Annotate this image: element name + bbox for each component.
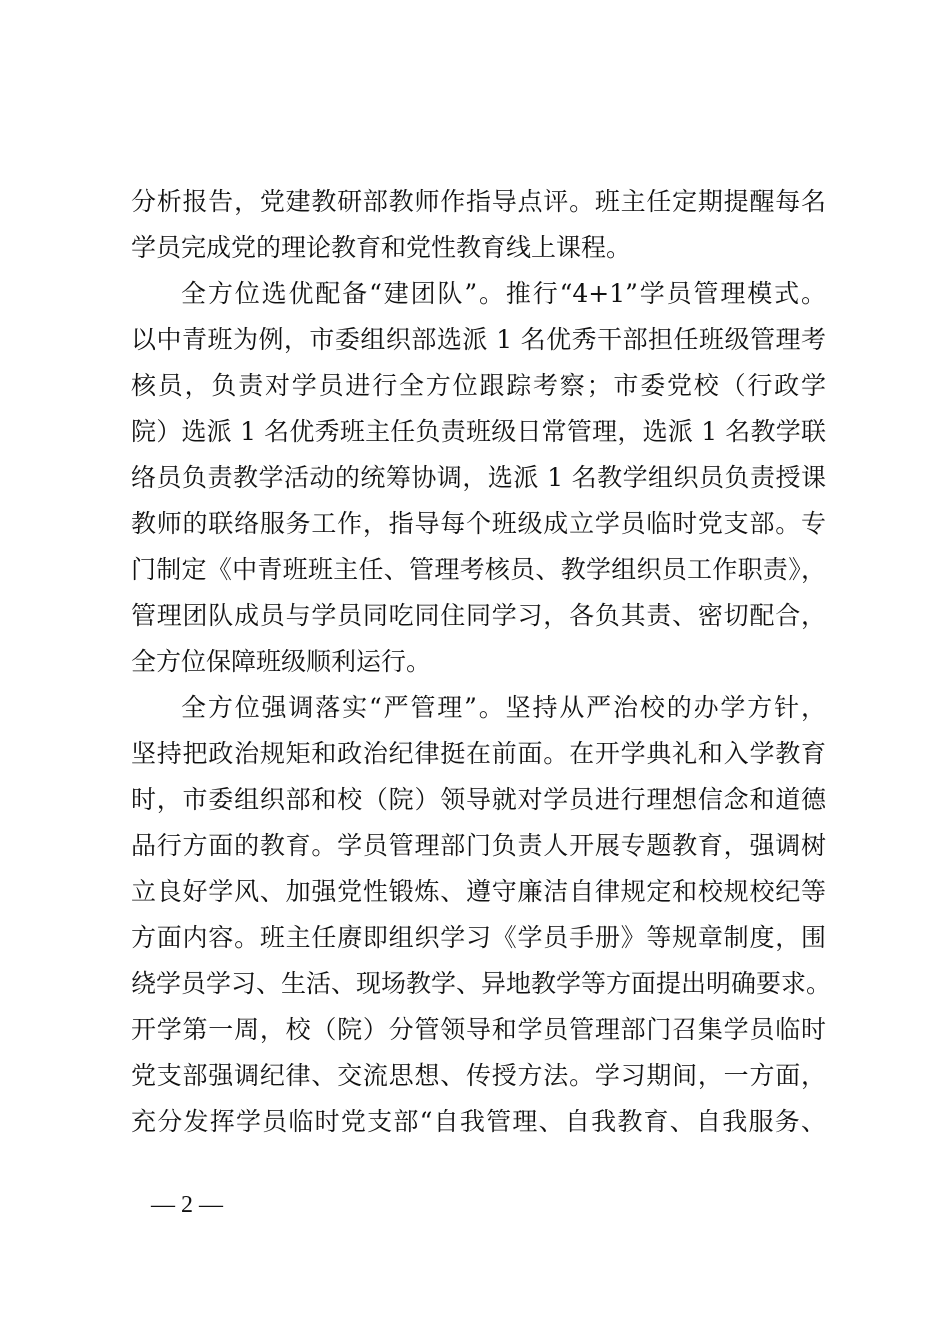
text-line-15: 品行方面的教育。学员管理部门负责人开展专题教育，强调树 xyxy=(131,831,826,860)
text-line-4: 以中青班为例，市委组织部选派 1 名优秀干部担任班级管理考 xyxy=(131,325,826,354)
text-line-3: 全方位选优配备“建团队”。推行“4+1”学员管理模式。 xyxy=(181,279,826,308)
text-line-6: 院）选派 1 名优秀班主任负责班级日常管理，选派 1 名教学联 xyxy=(131,417,826,446)
text-line-7: 络员负责教学活动的统筹协调，选派 1 名教学组织员负责授课 xyxy=(131,463,826,492)
text-line-12: 全方位强调落实“严管理”。坚持从严治校的办学方针， xyxy=(181,693,826,722)
text-line-9: 门制定《中青班班主任、管理考核员、教学组织员工作职责》， xyxy=(131,555,826,584)
text-line-1: 分析报告，党建教研部教师作指导点评。班主任定期提醒每名 xyxy=(131,187,826,216)
text-line-10: 管理团队成员与学员同吃同住同学习，各负其责、密切配合， xyxy=(131,601,826,630)
text-line-2: 学员完成党的理论教育和党性教育线上课程。 xyxy=(131,233,632,262)
text-line-5: 核员，负责对学员进行全方位跟踪考察；市委党校（行政学 xyxy=(131,371,826,400)
text-line-20: 党支部强调纪律、交流思想、传授方法。学习期间，一方面， xyxy=(131,1061,826,1090)
text-line-18: 绕学员学习、生活、现场教学、异地教学等方面提出明确要求。 xyxy=(131,969,832,998)
text-line-17: 方面内容。班主任赓即组织学习《学员手册》等规章制度，围 xyxy=(131,923,826,952)
text-line-21: 充分发挥学员临时党支部“自我管理、自我教育、自我服务、 xyxy=(131,1107,826,1136)
page-number: — 2 — xyxy=(151,1192,223,1218)
text-line-13: 坚持把政治规矩和政治纪律挺在前面。在开学典礼和入学教育 xyxy=(131,739,826,768)
text-line-16: 立良好学风、加强党性锻炼、遵守廉洁自律规定和校规校纪等 xyxy=(131,877,826,906)
text-line-19: 开学第一周，校（院）分管领导和学员管理部门召集学员临时 xyxy=(131,1015,826,1044)
text-line-14: 时，市委组织部和校（院）领导就对学员进行理想信念和道德 xyxy=(131,785,826,814)
text-line-11: 全方位保障班级顺利运行。 xyxy=(131,647,432,676)
text-line-8: 教师的联络服务工作，指导每个班级成立学员临时党支部。专 xyxy=(131,509,826,538)
